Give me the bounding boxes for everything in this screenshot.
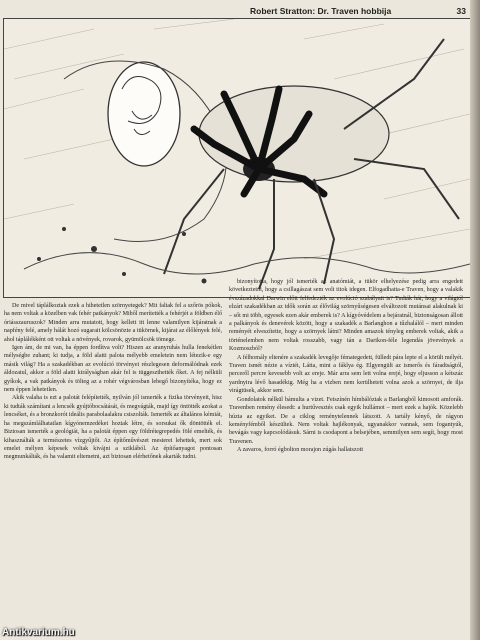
paragraph: Igen ám, de mi van, ha éppen fordítva volt? Hiszen az aranyruhás hulla fenekétlen mélységbe zuhant; ki tudja, a föld alatti palota mélyebb emeletein nem létezik-e egy másik világ? Ha a szakadékban az evolúció törvényei részlegesen deformálódnak ezek áldozatul, akkor a föld alatti királyságban akár fel is tüggeszthették őket. A fej nélküli gyíkok, a vak patkányok és tölteg az a rohér végvárosban lebegő bizonyítéka, hogy ez nem éppen lehetetlen.	[4, 345, 222, 394]
page-number: 33	[456, 6, 466, 16]
text-column-right	[229, 278, 463, 630]
watermark-text: Antikvarium.hu	[2, 627, 75, 638]
paragraph: Akik valaha is ezt a palotát felépítették, nyilván jól ismerték a fizika törvényeit, hisz ki tudták számítani a lencsék gyújtóbocsátását, és megvágták, majd így öntötték azokat a lencséket, és a bronzkorót ideális parabolaalakra csiszolták. Ismerték az általános kémiát, ha megszámlálhatatlan kígyónemzedéket hoztak létre, és sorsukat ők döntötték el. Biztosan ismerték a geológiát, ha a palotát éppen egy földrétegrepedés fölé emelték, és kihasználták a természetes vízgyűjtőt. Az építőművészet mesterei lehettek, mert sok emelet mélyen képesek voltak kivájni a sziklából. Az építőanyagot pontosan megmunkálták, és ha valamit eltemetni, azt biztosan elérhetőnek akarták tudni.	[4, 395, 222, 461]
text-column-left	[4, 302, 222, 632]
paragraph: A zavaros, forró égbolton morajon zúgás hallatszott	[237, 447, 364, 454]
page-edge	[470, 0, 480, 640]
paragraph: De mivel táplálkoztak ezek a hihetetlen szörnyetegek? Mit faltak fel a szőrös pókok, ha nem voltak a közelben vak fehér patkányok? Miből merítették a fehérjét a földben élő óriásszauruszok? Minden arra mutatott, hogy kellett itt lenne valamilyen kijáratnak a napfény felé, amely hálát hozó sugarait kölcsönözte a tükörnek, kijárat az élőlények felé, ahol táplálékként ott voltak a növények, rovarok, gyümölcsök tömege.	[4, 303, 222, 343]
paragraph: A félhomály eltenére a szakadék levegője fémategedett, fülledt pára lepte el a körült mélyét. Traven ismét nézte a víztét, Látta, mint a fáklya ég. Elgyengült az ismerős és fáradtságtól, perceről percre kevesebb volt az ereje. Már arra sem lett volna erejé, hogy eljusson a kétszáz yardnyira lévő hasadékig. Még ha a vizben nem kerülhetett volna azok a szörnyei, de ilja virágtüsek, akkor sem.	[229, 354, 463, 395]
running-title: Robert Stratton: Dr. Traven hobbija	[250, 6, 392, 16]
illustration-drawing	[4, 19, 470, 297]
paragraph: Gondolatok nélkül bámulta a vizet. Feiszínén hímbálóztak a Barlangból kimosott amforák. Travenben remény élesedt: a hurtűvesztés csak egyik hullámot – mert ezek a hajók. Közelebb húzta az egyiket. De a ciklog reménytelennek látszott. A tartály kényő, de rágyon keményfémből készültek. Nem voltak hajlékonyak, ugyanakkor vannak, sem fogantyúk, bevágás vagy kapcsolódásuk. Sárni is csodapont a belsejében, semmilyen sem segít, hogy most Travenen.	[229, 396, 463, 445]
paragraph: bizonyította, hogy jól ismerték az anatómiát, a tükör elhelyezése pedig arra engedett következtetni, hogy a csillagászat sem volt titok idegen. Elfogadhatta-e Traven, hogy a valakik évszázadokkal Darwin előtt felfedezték az evolúció szabályait is? Tudták hát, hogy a világtól elzárt szakadékban az idők során az élővilág szörnyűségesen elváltozott mutánsai alakulnak ki – sőt mi több, egyesek ezen akár emberek is? A kígyóvédelem a bejáratnál, biztonságosan állott a palkányok és denevérek között, hogy a szakadék a Barlanghon a tűzhalálól – mert minden reményét elveszítette, hogy a szörnyek látni? Minden amazok tényleg emberek voltak, akik a történelemben nem voltak rosszabb, vagy tán a Darikon-féle legendás jövevények a Kozmoszból?	[229, 279, 463, 353]
illustration-spider-cave	[3, 18, 471, 298]
